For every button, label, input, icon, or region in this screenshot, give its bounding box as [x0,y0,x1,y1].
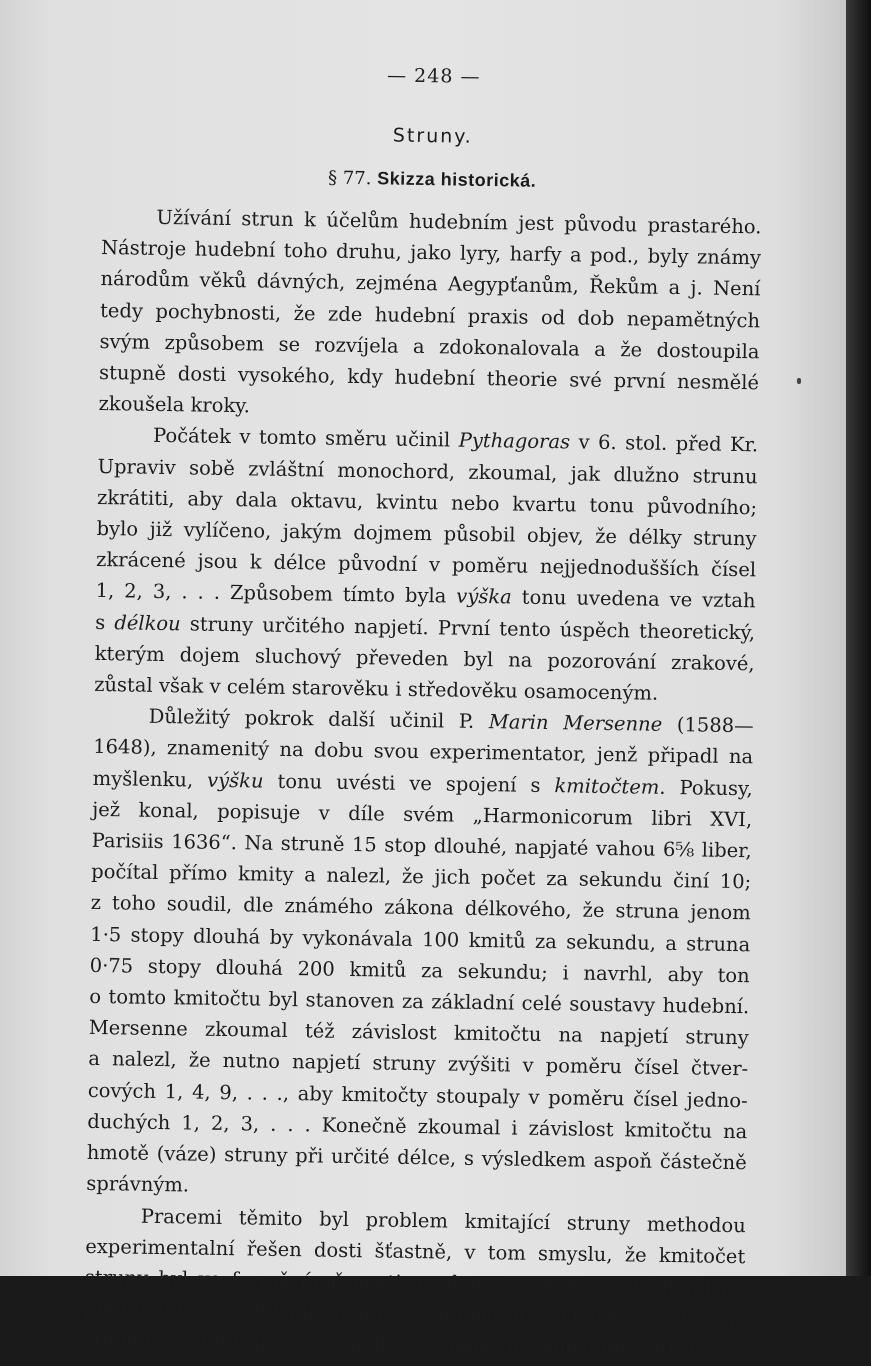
emphasis: Pythagoras [458,429,571,454]
emphasis: výška [456,585,512,609]
text-line: podmiňujícími, délkou struny a napjetím. Scházelo ještě vy- [84,1296,745,1331]
paragraph-2 [94,419,758,710]
text-line: 0·75 stopy dlouhá 200 kmitů za sekundu; i navrhl, aby ton [89,953,750,988]
text-line: 1·5 stopy dlouhá by vykonávala 100 kmitů za sekundu, a struna [90,922,751,956]
text-line: a nalezl, že nutno napjetí struny zvýšiti v poměru čísel čtver- [88,1047,749,1081]
text-line: zkoušela kroky. [98,392,251,418]
text-line: o tomto kmitočtu byl stanoven za základní celé soustavy hudební. [89,984,750,1019]
section-title: Skizza historická. [377,168,537,191]
emphasis: kmitočtem [554,773,660,799]
paragraph-4 [84,1199,746,1365]
emphasis: délkou [114,610,181,635]
text-line: stihnouti faktor proporcionality, v němž by konstanty struny — [83,1328,744,1362]
text-line: zkrácené jsou k délce původní v poměru nejjednodušších čísel [95,548,757,582]
text-line: myšlenku, výšku tonu uvésti ve spojení s kmitočtem. Pokusy, [92,766,753,800]
text-line: 1, 2, 3, . . . Způsobem tímto byla výška tonu uvedena ve vztah [95,579,756,613]
text-line: Parisiis 1636“. Na struně 15 stop dlouhé, napjaté vahou 6⅝ liber, [91,828,752,863]
text-line: počítal přímo kmity a nalezl, že jich počet za sekundu činí 10; [91,860,752,894]
chapter-title: Struny. [392,124,473,148]
text-line: tedy pochybnosti, že zde hudební praxis od dob nepamětných [99,298,761,332]
ink-speck [797,378,801,384]
text-line: cových 1, 4, 9, . . ., aby kmitočty stoupaly v poměru čísel jedno- [87,1078,748,1112]
text-line: Nástroje hudební toho druhu, jako lyry, harfy a pod., byly známy [100,236,762,270]
text-line: s délkou struny určitého napjetí. První tento úspěch theoretický, [94,610,756,644]
text-line: jež konal, popisuje v díle svém „Harmonicorum libri XVI, [92,797,753,832]
emphasis: výšku [206,768,264,793]
emphasis: Marin Mersenne [488,710,663,737]
text-line: stupně dosti vysokého, kdy hudební theorie své první nesmělé [98,360,760,395]
emphasis: délkou [247,1299,315,1324]
text-line: zkrátiti, aby dala oktavu, kvintu nebo kvartu tonu původního; [96,485,758,520]
text-line: Upraviv sobě zvláštní monochord, zkoumal, jak dlužno strunu [97,454,758,488]
text-line: Počátek v tomto směru učinil Pythagoras v 6. stol. před Kr. [152,424,759,457]
page-content [84,60,764,1366]
text-line: duchých 1, 2, 3, . . . Konečně zkoumal i závislost kmitočtu na [87,1109,748,1144]
text-line: správným. [86,1172,190,1197]
page-edge-shadow [846,0,871,1276]
section-number: § 77. [327,167,372,190]
text-line: svým způsobem se rozvíjela a zdokonalovala a že dostoupila [99,329,760,364]
text-line: 1648), znamenitý na dobu svou experimentator, jenž připadl na [93,735,754,769]
text-line: Mersenne zkoumal též závislost kmitočtu na napjetí struny [88,1016,749,1050]
text-line: struny byl ve formě úměrnosti uveden ve vztah s veličinami jej [84,1265,745,1300]
page-number: — 248 — [386,64,481,88]
text-line: kterým dojem sluchový převeden byl na pozorování zrakové, [94,641,755,676]
paragraph-1 [98,201,761,430]
text-line: hmotě (váze) struny při určité délce, s výsledkem aspoň částečně [86,1140,747,1175]
text-line: národům věků dávných, zejména Aegypťanům, Řekům a j. Není [100,267,761,301]
paragraph-3 [86,700,754,1210]
text-line: z toho soudil, dle známého zákona délkového, že struna jenom [90,891,751,925]
text-line: experimentalní řešen dosti šťastně, v tom smyslu, že kmitočet [85,1234,746,1268]
text-line: Pracemi těmito byl problem kmitající struny methodou [140,1204,746,1237]
text-line: zůstal však v celém starověku i středověku osamoceným. [94,672,659,705]
emphasis: úměrnosti [299,1269,401,1294]
text-line: Užívání strun k účelům hudebním jest původu prastarého. [156,205,762,239]
text-line: bylo již vylíčeno, jakým dojmem působil objev, že délky struny [96,516,757,551]
section-heading [102,164,762,195]
text-line: Důležitý pokrok další učinil P. Marin Mersenne (1588— [148,705,754,738]
